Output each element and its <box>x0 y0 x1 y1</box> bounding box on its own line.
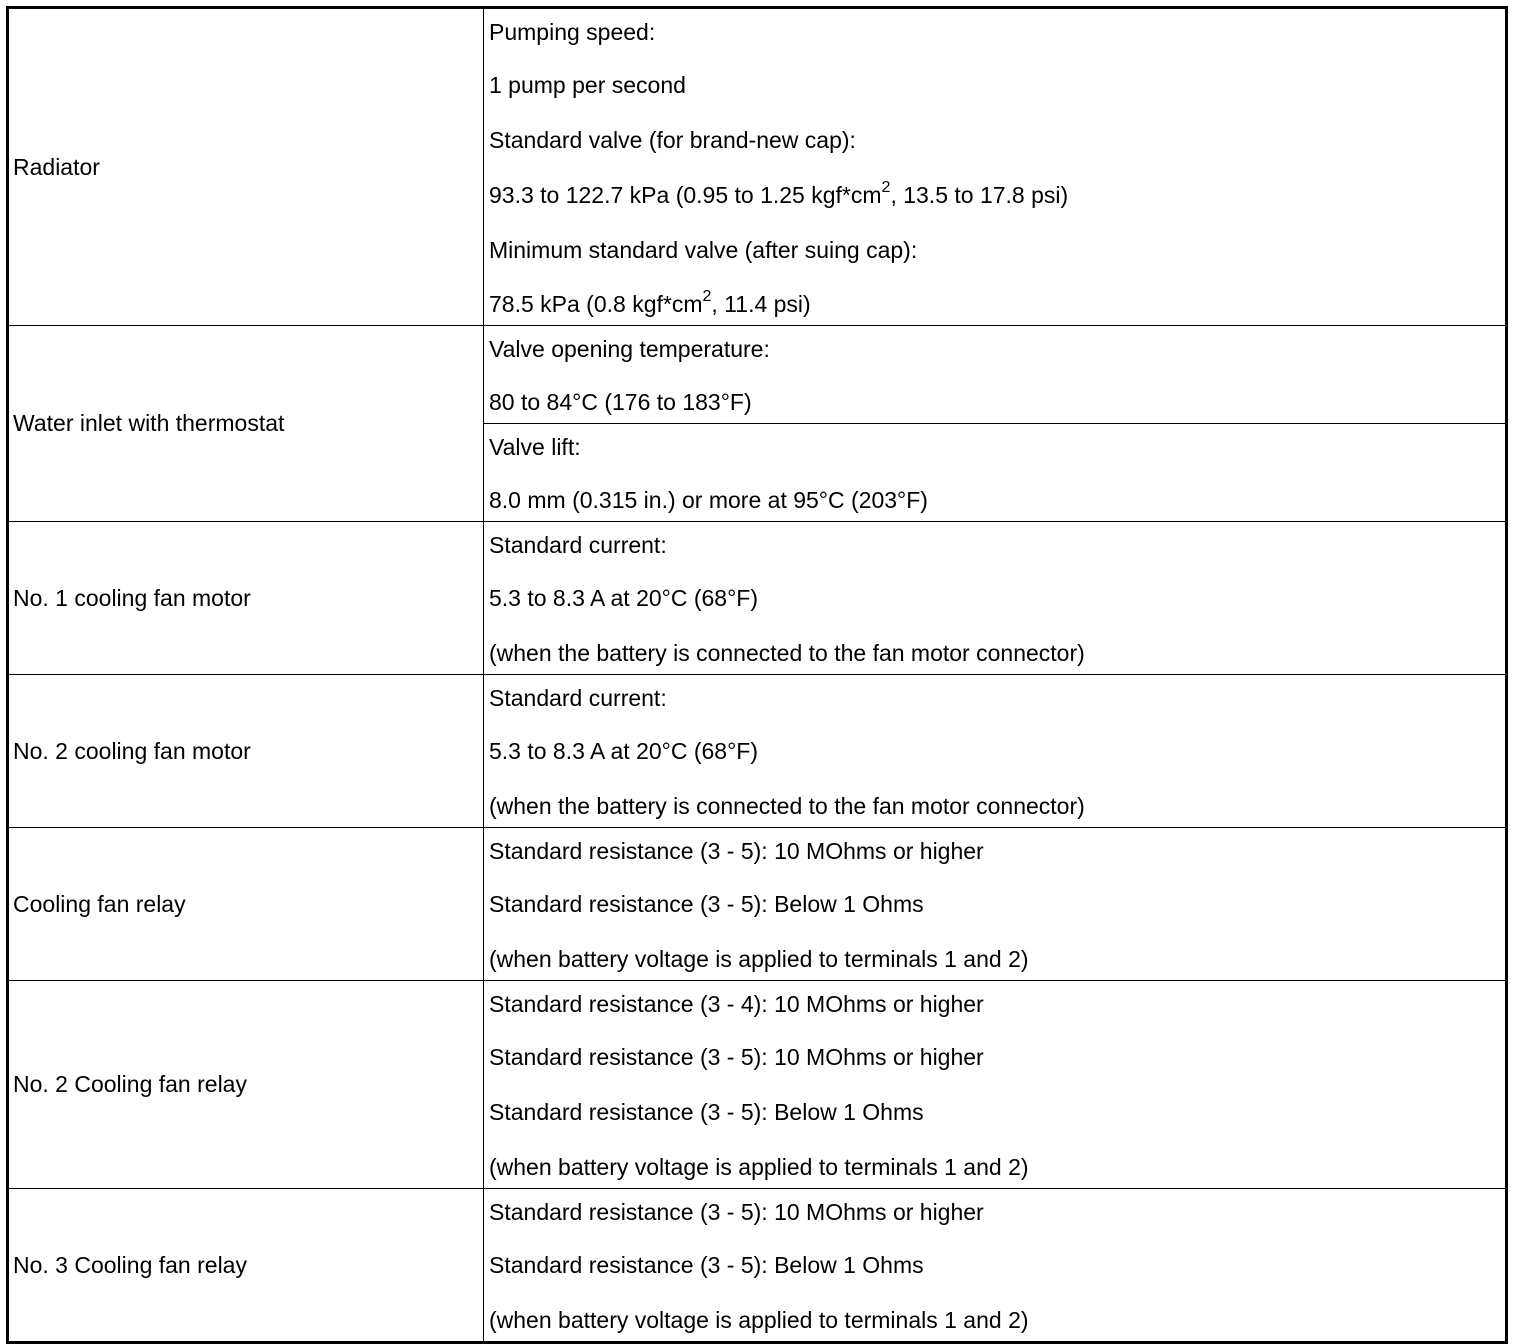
spec-line-text: 78.5 kPa (0.8 kgf*cm <box>489 291 703 317</box>
spec-line: Standard current: <box>489 685 667 711</box>
spec-line <box>489 288 811 318</box>
component-name: No. 3 Cooling fan relay <box>8 1189 484 1343</box>
spec-line: Standard current: <box>489 532 667 558</box>
spec-line: Standard resistance (3 - 5): 10 MOhms or higher <box>489 1199 984 1225</box>
spec-line: (when battery voltage is applied to terminals 1 and 2) <box>489 1307 1029 1333</box>
spec-cell <box>484 828 1507 981</box>
spec-line: Standard resistance (3 - 4): 10 MOhms or higher <box>489 991 984 1017</box>
spec-line: Standard resistance (3 - 5): Below 1 Ohms <box>489 1099 924 1125</box>
table-row <box>8 326 1507 424</box>
spec-line: (when battery voltage is applied to terminals 1 and 2) <box>489 946 1029 972</box>
table-row <box>8 981 1507 1189</box>
table-row <box>8 8 1507 326</box>
spec-line: 5.3 to 8.3 A at 20°C (68°F) <box>489 738 758 764</box>
spec-line-text: , 13.5 to 17.8 psi) <box>890 182 1069 208</box>
component-name: Cooling fan relay <box>8 828 484 981</box>
spec-line: Valve lift: <box>489 434 581 460</box>
spec-line: Standard resistance (3 - 5): 10 MOhms or higher <box>489 838 984 864</box>
component-name: Radiator <box>8 8 484 326</box>
superscript: 2 <box>702 288 712 306</box>
spec-cell <box>484 424 1507 522</box>
spec-line-text: 93.3 to 122.7 kPa (0.95 to 1.25 kgf*cm <box>489 182 882 208</box>
component-name: No. 2 cooling fan motor <box>8 675 484 828</box>
spec-line: (when the battery is connected to the fan motor connector) <box>489 793 1085 819</box>
table-row <box>8 675 1507 828</box>
spec-line: Standard resistance (3 - 5): 10 MOhms or higher <box>489 1044 984 1070</box>
spec-line: Standard valve (for brand-new cap): <box>489 127 856 153</box>
spec-line <box>489 179 1069 209</box>
table-row <box>8 522 1507 675</box>
spec-cell <box>484 8 1507 326</box>
spec-line: Valve opening temperature: <box>489 336 770 362</box>
spec-line: Standard resistance (3 - 5): Below 1 Ohms <box>489 891 924 917</box>
component-name: No. 2 Cooling fan relay <box>8 981 484 1189</box>
spec-line: 1 pump per second <box>489 72 686 98</box>
spec-line: Pumping speed: <box>489 19 656 45</box>
spec-table <box>6 6 1508 1344</box>
component-name: No. 1 cooling fan motor <box>8 522 484 675</box>
table-row <box>8 828 1507 981</box>
spec-line: (when the battery is connected to the fan motor connector) <box>489 640 1085 666</box>
spec-line: 80 to 84°C (176 to 183°F) <box>489 389 752 415</box>
spec-cell <box>484 522 1507 675</box>
superscript: 2 <box>881 179 891 197</box>
spec-line-text: , 11.4 psi) <box>711 291 811 317</box>
spec-line: (when battery voltage is applied to terminals 1 and 2) <box>489 1154 1029 1180</box>
spec-cell <box>484 675 1507 828</box>
spec-line: Minimum standard valve (after suing cap): <box>489 237 918 263</box>
spec-cell <box>484 1189 1507 1343</box>
spec-line: 5.3 to 8.3 A at 20°C (68°F) <box>489 585 758 611</box>
table-row <box>8 1189 1507 1343</box>
spec-line: 8.0 mm (0.315 in.) or more at 95°C (203°F) <box>489 487 928 513</box>
spec-cell <box>484 981 1507 1189</box>
component-name: Water inlet with thermostat <box>8 326 484 522</box>
spec-cell <box>484 326 1507 424</box>
spec-line: Standard resistance (3 - 5): Below 1 Ohms <box>489 1252 924 1278</box>
